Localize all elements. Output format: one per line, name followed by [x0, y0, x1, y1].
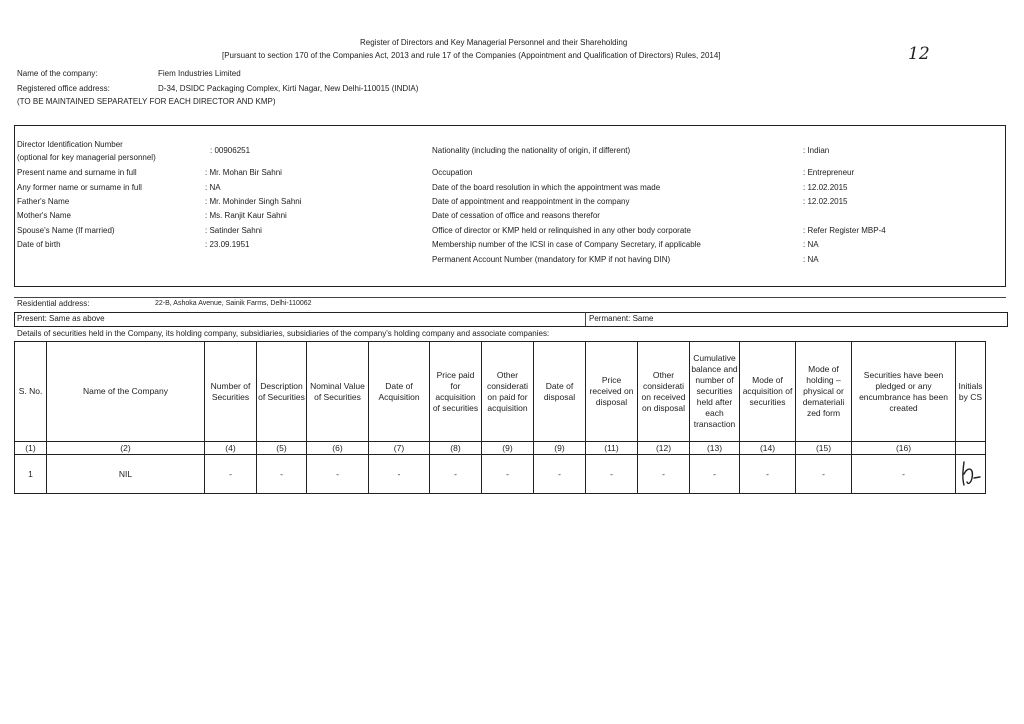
pan-value: : NA [803, 255, 819, 264]
column-header: Nominal Value of Securities [307, 342, 369, 442]
cs-initials-signature [958, 458, 984, 488]
cessation-label: Date of cessation of office and reasons therefor [432, 211, 600, 220]
other-office-label: Office of director or KMP held or relinquished in any other body corporate [432, 226, 691, 235]
initials-cell [956, 455, 986, 494]
present-name-label: Present name and surname in full [17, 168, 137, 177]
former-name-value: : NA [205, 183, 221, 192]
registered-office-value: D-34, DSIDC Packaging Complex, Kirti Nagar, New Delhi-110015 (INDIA) [158, 84, 419, 93]
column-header: Date of Acquisition [369, 342, 430, 442]
table-cell: - [690, 455, 740, 494]
date-of-birth-value: : 23.09.1951 [205, 240, 250, 249]
column-number: (9) [534, 442, 586, 455]
date-of-birth-label: Date of birth [17, 240, 61, 249]
permanent-address: Permanent: Same [589, 314, 654, 323]
table-cell: 1 [15, 455, 47, 494]
din-label-note: (optional for key managerial personnel) [17, 153, 156, 162]
column-header: Other considerati on paid for acquisition [482, 342, 534, 442]
column-header: Price paid for acquisition of securities [430, 342, 482, 442]
column-number: (13) [690, 442, 740, 455]
table-cell: - [307, 455, 369, 494]
column-number: (11) [586, 442, 638, 455]
handwritten-page-number: 12 [908, 44, 930, 64]
register-title: Register of Directors and Key Managerial Personnel and their Shareholding [360, 38, 628, 47]
residential-address-value: 22-B, Ashoka Avenue, Sainik Farms, Delhi-110062 [155, 300, 312, 307]
registered-office-label: Registered office address: [17, 84, 110, 93]
present-name-value: : Mr. Mohan Bir Sahni [205, 168, 282, 177]
spouse-name-value: : Satinder Sahni [205, 226, 262, 235]
occupation-value: : Entrepreneur [803, 168, 855, 177]
former-name-label: Any former name or surname in full [17, 183, 142, 192]
column-number: (15) [796, 442, 852, 455]
column-number: (9) [482, 442, 534, 455]
column-header: Price received on disposal [586, 342, 638, 442]
column-number: (5) [257, 442, 307, 455]
table-cell: - [482, 455, 534, 494]
column-header: Date of disposal [534, 342, 586, 442]
column-number: (6) [307, 442, 369, 455]
spouse-name-label: Spouse's Name (If married) [17, 226, 115, 235]
column-header: Mode of holding – physical or demateriali zed form [796, 342, 852, 442]
column-header: Name of the Company [47, 342, 205, 442]
securities-table [14, 341, 986, 494]
register-subtitle: [Pursuant to section 170 of the Companies Act, 2013 and rule 17 of the Companies (Appointment and Qualification of Directors) Rules, 2014] [222, 51, 721, 60]
column-number: (12) [638, 442, 690, 455]
table-cell: - [257, 455, 307, 494]
column-number-row [15, 442, 986, 455]
maintenance-note: (TO BE MAINTAINED SEPARATELY FOR EACH DIRECTOR AND KMP) [17, 97, 276, 106]
table-cell: - [205, 455, 257, 494]
address-top-rule [14, 297, 1006, 298]
column-header: Description of Securities [257, 342, 307, 442]
table-row [15, 455, 986, 494]
icsi-membership-value: : NA [803, 240, 819, 249]
present-permanent-box [14, 312, 1008, 327]
table-cell: - [740, 455, 796, 494]
nationality-value: : Indian [803, 146, 830, 155]
column-number [956, 442, 986, 455]
table-cell: - [534, 455, 586, 494]
present-permanent-divider [585, 312, 586, 326]
father-name-label: Father's Name [17, 197, 70, 206]
occupation-label: Occupation [432, 168, 473, 177]
company-name-label: Name of the company: [17, 69, 98, 78]
table-header-row [15, 342, 986, 442]
appointment-date-label: Date of appointment and reappointment in the company [432, 197, 630, 206]
column-header: Securities have been pledged or any encumbrance has been created [852, 342, 956, 442]
table-cell: - [796, 455, 852, 494]
column-header: Cumulative balance and number of securities held after each transaction [690, 342, 740, 442]
column-number: (7) [369, 442, 430, 455]
table-cell: - [369, 455, 430, 494]
column-header: Initials by CS [956, 342, 986, 442]
securities-heading: Details of securities held in the Company, its holding company, subsidiaries, subsidiaries of the company's holding company and associate companies: [17, 329, 550, 338]
table-cell: - [638, 455, 690, 494]
din-label: Director Identification Number [17, 140, 123, 149]
column-header: Other considerati on received on disposal [638, 342, 690, 442]
column-number: (2) [47, 442, 205, 455]
present-address: Present: Same as above [17, 314, 105, 323]
other-office-value: : Refer Register MBP-4 [803, 226, 886, 235]
father-name-value: : Mr. Mohinder Singh Sahni [205, 197, 302, 206]
table-cell: - [852, 455, 956, 494]
board-resolution-label: Date of the board resolution in which the appointment was made [432, 183, 661, 192]
column-number: (16) [852, 442, 956, 455]
column-number: (8) [430, 442, 482, 455]
table-cell: - [586, 455, 638, 494]
icsi-membership-label: Membership number of the ICSI in case of Company Secretary, if applicable [432, 240, 701, 249]
column-number: (4) [205, 442, 257, 455]
pan-label: Permanent Account Number (mandatory for KMP if not having DIN) [432, 255, 671, 264]
table-cell: NIL [47, 455, 205, 494]
column-header: Mode of acquisition of securities [740, 342, 796, 442]
column-number: (14) [740, 442, 796, 455]
column-header: Number of Securities [205, 342, 257, 442]
table-cell: - [430, 455, 482, 494]
mother-name-value: : Ms. Ranjit Kaur Sahni [205, 211, 287, 220]
din-value: : 00906251 [210, 146, 251, 155]
column-number: (1) [15, 442, 47, 455]
company-name-value: Fiem Industries Limited [158, 69, 241, 78]
residential-address-label: Residential address: [17, 299, 90, 308]
appointment-date-value: : 12.02.2015 [803, 197, 848, 206]
mother-name-label: Mother's Name [17, 211, 71, 220]
column-header: S. No. [15, 342, 47, 442]
board-resolution-value: : 12.02.2015 [803, 183, 848, 192]
nationality-label: Nationality (including the nationality of origin, if different) [432, 146, 631, 155]
